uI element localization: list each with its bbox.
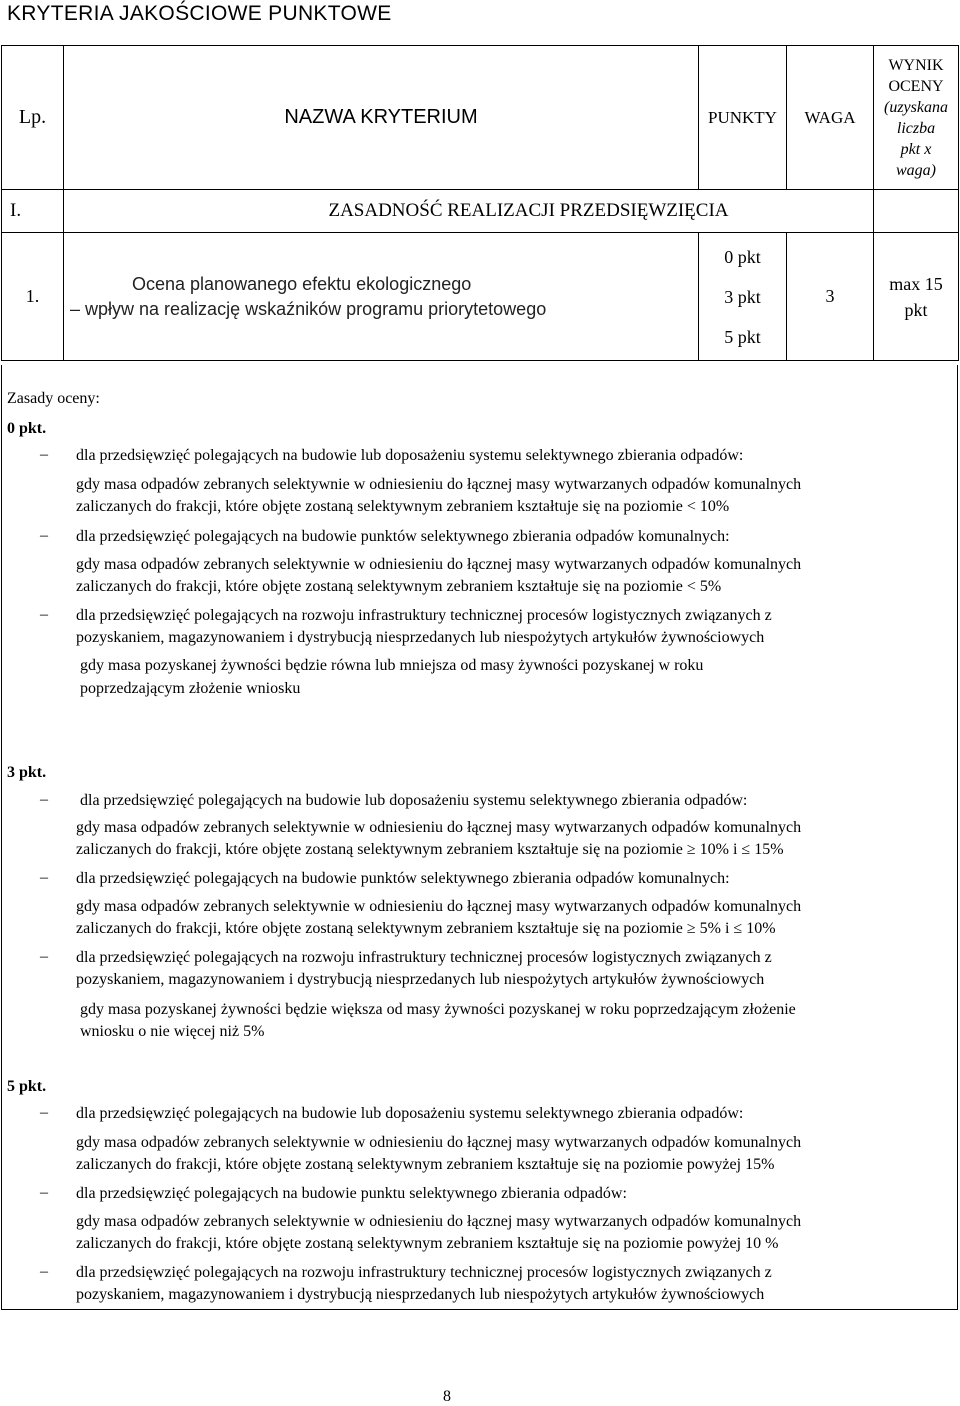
rules-5-a-line1: gdy masa odpadów zebranych selektywnie w odniesieniu do łącznej masy wytwarzanych odpadów komunalnych bbox=[76, 1134, 802, 1151]
row-number: 1. bbox=[2, 233, 64, 361]
rules-0-a-line2: zaliczanych do frakcji, które objęte zostaną selektywnym zebraniem kształtuje się na poziomie < 10% bbox=[76, 498, 730, 515]
dash-icon: – bbox=[40, 1104, 48, 1121]
rules-3-c-head2: pozyskaniem, magazynowaniem i dystrybucją niesprzedanych lub niespożytych artykułów żywnościowych bbox=[76, 971, 765, 988]
rules-0-label: 0 pkt. bbox=[7, 420, 47, 437]
rules-5-b-line1: gdy masa odpadów zebranych selektywnie w odniesieniu do łącznej masy wytwarzanych odpadów komunalnych bbox=[76, 1213, 802, 1230]
rules-3-c-head1: dla przedsięwzięć polegających na rozwoju infrastruktury technicznej procesów logistycznych związanych z bbox=[76, 949, 772, 966]
dash-icon: – bbox=[40, 1263, 48, 1280]
dash-icon: – bbox=[40, 869, 48, 886]
header-weight: WAGA bbox=[787, 46, 874, 190]
header-result-line2: OCENY bbox=[888, 77, 944, 95]
header-result-line1: WYNIK bbox=[888, 56, 944, 74]
rules-5-a-head: dla przedsięwzięć polegających na budowie lub doposażeniu systemu selektywnego zbierania odpadów: bbox=[76, 1105, 744, 1122]
rules-0-c-head2: pozyskaniem, magazynowaniem i dystrybucją niesprzedanych lub niespożytych artykułów żywnościowych bbox=[76, 629, 765, 646]
rules-3-label: 3 pkt. bbox=[7, 764, 47, 781]
rules-5-a-line2: zaliczanych do frakcji, które objęte zostaną selektywnym zebraniem kształtuje się na poziomie powyżej 15% bbox=[76, 1156, 775, 1173]
rules-0-a-line1: gdy masa odpadów zebranych selektywnie w odniesieniu do łącznej masy wytwarzanych odpadów komunalnych bbox=[76, 476, 802, 493]
rules-0-a-head: dla przedsięwzięć polegających na budowie lub doposażeniu systemu selektywnego zbierania odpadów: bbox=[76, 447, 744, 464]
criterion-max-score bbox=[874, 233, 959, 361]
max-score-line1: max 15 bbox=[889, 273, 943, 294]
header-result-note-2: liczba bbox=[896, 119, 936, 137]
rules-5-b-line2: zaliczanych do frakcji, które objęte zostaną selektywnym zebraniem kształtuje się na poziomie powyżej 10 % bbox=[76, 1235, 779, 1252]
rules-0-b-head: dla przedsięwzięć polegających na budowie punktów selektywnego zbierania odpadów komunalnych: bbox=[76, 528, 730, 545]
criterion-name-line1: Ocena planowanego efektu ekologicznego bbox=[132, 273, 472, 294]
points-option-5: 5 pkt bbox=[724, 326, 761, 347]
rules-3-a-head: dla przedsięwzięć polegających na budowie lub doposażeniu systemu selektywnego zbierania odpadów: bbox=[80, 792, 748, 809]
dash-icon: – bbox=[40, 446, 48, 463]
rules-5-label: 5 pkt. bbox=[7, 1078, 47, 1095]
header-name: NAZWA KRYTERIUM bbox=[64, 46, 699, 190]
rules-5-c-head1: dla przedsięwzięć polegających na rozwoju infrastruktury technicznej procesów logistycznych związanych z bbox=[76, 1264, 772, 1281]
points-option-0: 0 pkt bbox=[724, 246, 761, 267]
rules-3-b-line1: gdy masa odpadów zebranych selektywnie w odniesieniu do łącznej masy wytwarzanych odpadów komunalnych bbox=[76, 898, 802, 915]
header-lp: Lp. bbox=[2, 46, 64, 190]
rules-0-b-line2: zaliczanych do frakcji, które objęte zostaną selektywnym zebraniem kształtuje się na poziomie < 5% bbox=[76, 578, 722, 595]
table-header-row bbox=[2, 46, 959, 190]
header-result-note-1: (uzyskana bbox=[884, 98, 948, 116]
table-row bbox=[2, 233, 959, 361]
header-result-note-4: waga) bbox=[896, 161, 936, 179]
max-score-line2: pkt bbox=[904, 299, 928, 320]
header-points: PUNKTY bbox=[699, 46, 787, 190]
dash-icon: – bbox=[40, 1184, 48, 1201]
rules-3-b-head: dla przedsięwzięć polegających na budowie punktów selektywnego zbierania odpadów komunalnych: bbox=[76, 870, 730, 887]
points-option-3: 3 pkt bbox=[724, 286, 761, 307]
criterion-weight: 3 bbox=[787, 233, 874, 361]
rules-3-a-line2: zaliczanych do frakcji, które objęte zostaną selektywnym zebraniem kształtuje się na poziomie ≥ 10% i ≤ 15% bbox=[76, 841, 784, 858]
rules-0-c-line1: gdy masa pozyskanej żywności będzie równa lub mniejsza od masy żywności pozyskanej w roku bbox=[80, 657, 704, 674]
section-row bbox=[2, 190, 959, 233]
dash-icon: – bbox=[40, 606, 48, 623]
criteria-table bbox=[1, 45, 959, 361]
header-result bbox=[874, 46, 959, 190]
rules-0-c-line2: poprzedzającym złożenie wniosku bbox=[80, 680, 301, 697]
rules-3-a-line1: gdy masa odpadów zebranych selektywnie w odniesieniu do łącznej masy wytwarzanych odpadów komunalnych bbox=[76, 819, 802, 836]
rules-3-c-line1: gdy masa pozyskanej żywności będzie większa od masy żywności pozyskanej w roku poprzedzającym złożenie bbox=[80, 1001, 796, 1018]
criterion-points bbox=[699, 233, 787, 361]
rules-heading: Zasady oceny: bbox=[7, 390, 100, 407]
rules-3-c-line2: wniosku o nie więcej niż 5% bbox=[80, 1023, 265, 1040]
criterion-name bbox=[64, 233, 699, 361]
rules-0-b-line1: gdy masa odpadów zebranych selektywnie w odniesieniu do łącznej masy wytwarzanych odpadów komunalnych bbox=[76, 556, 802, 573]
rules-3-b-line2: zaliczanych do frakcji, które objęte zostaną selektywnym zebraniem kształtuje się na poziomie ≥ 5% i ≤ 10% bbox=[76, 920, 776, 937]
page-title: KRYTERIA JAKOŚCIOWE PUNKTOWE bbox=[7, 2, 392, 25]
section-empty-cell bbox=[874, 190, 959, 233]
section-name: ZASADNOŚĆ REALIZACJI PRZEDSIĘWZIĘCIA bbox=[64, 190, 874, 233]
page-number: 8 bbox=[443, 1388, 451, 1405]
rules-5-c-head2: pozyskaniem, magazynowaniem i dystrybucją niesprzedanych lub niespożytych artykułów żywnościowych bbox=[76, 1286, 765, 1303]
dash-icon: – bbox=[40, 527, 48, 544]
rules-5-b-head: dla przedsięwzięć polegających na budowie punktu selektywnego zbierania odpadów: bbox=[76, 1185, 627, 1202]
dash-icon: – bbox=[40, 791, 48, 808]
rules-0-c-head1: dla przedsięwzięć polegających na rozwoju infrastruktury technicznej procesów logistycznych związanych z bbox=[76, 607, 772, 624]
criterion-name-line2: – wpływ na realizację wskaźników programu priorytetowego bbox=[70, 298, 547, 319]
header-result-note-3: pkt x bbox=[900, 140, 932, 158]
section-number: I. bbox=[2, 190, 64, 233]
dash-icon: – bbox=[40, 948, 48, 965]
